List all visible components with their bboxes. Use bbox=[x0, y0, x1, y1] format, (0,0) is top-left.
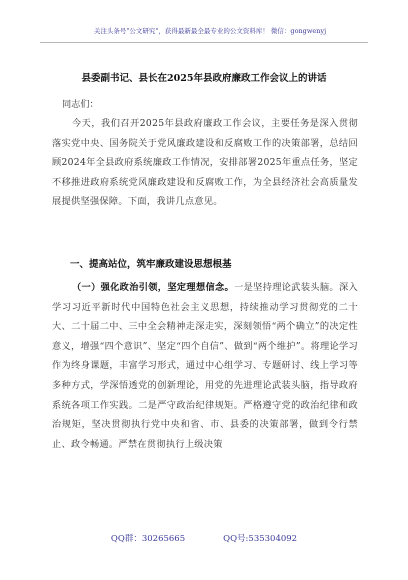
footer-qq-group: QQ群：30265665 bbox=[110, 534, 186, 544]
header-divider bbox=[40, 42, 368, 43]
footer bbox=[0, 532, 408, 544]
document-title: 县委副书记、县长在2025年县政府廉政工作会议上的讲话 bbox=[81, 73, 327, 84]
footer-qq: QQ号:535304092 bbox=[223, 534, 298, 544]
sub-section-heading-1: （一）强化政治引领，坚定理想信念。 bbox=[72, 282, 235, 293]
intro-paragraph: 今天，我们召开2025年县政府廉政工作会议，主要任务是深入贯彻落实党中央、国务院关于党风廉政建设和反腐败工作的决策部署，总结回顾2024年全县政府系统廉政工作情况，安排部署2025年重点任务，坚定不移推进政府系统党风廉政建设和反腐败工作，为全县经济社会高质量发展提供坚强保障。下面，我讲几点意见。 bbox=[52, 118, 358, 208]
sub-section-paragraph bbox=[52, 278, 358, 454]
section-heading-1: 一、提高站位，筑牢廉政建设思想根基 bbox=[70, 259, 232, 270]
sub-section-body-1: 一是坚持理论武装头脑。深入学习习近平新时代中国特色社会主义思想，持续推动学习贯彻党的二十大、二十届二中、三中全会精神走深走实，深刻领悟“两个确立”的决定性意义，增强“四个意识”、坚定“四个自信”、做到“两个维护”。将理论学习作为终身课题，丰富学习形式，通过中心组学习、专题研讨、线上学习等多种方式，学深悟透党的创新理论，用党的先进理论武装头脑，指导政府系统各项工作实践。二是严守政治纪律规矩。严格遵守党的政治纪律和政治规矩，坚决贯彻执行党中央和省、市、县委的决策部署，做到令行禁止、政令畅通。严禁在贯彻执行上级决策 bbox=[52, 282, 358, 450]
header-promo-text: 关注头条号"公文研究"，获得最新最全最专业的公文资料库！ 微信：gongwenyj bbox=[93, 27, 327, 35]
salutation: 同志们： bbox=[62, 99, 99, 110]
